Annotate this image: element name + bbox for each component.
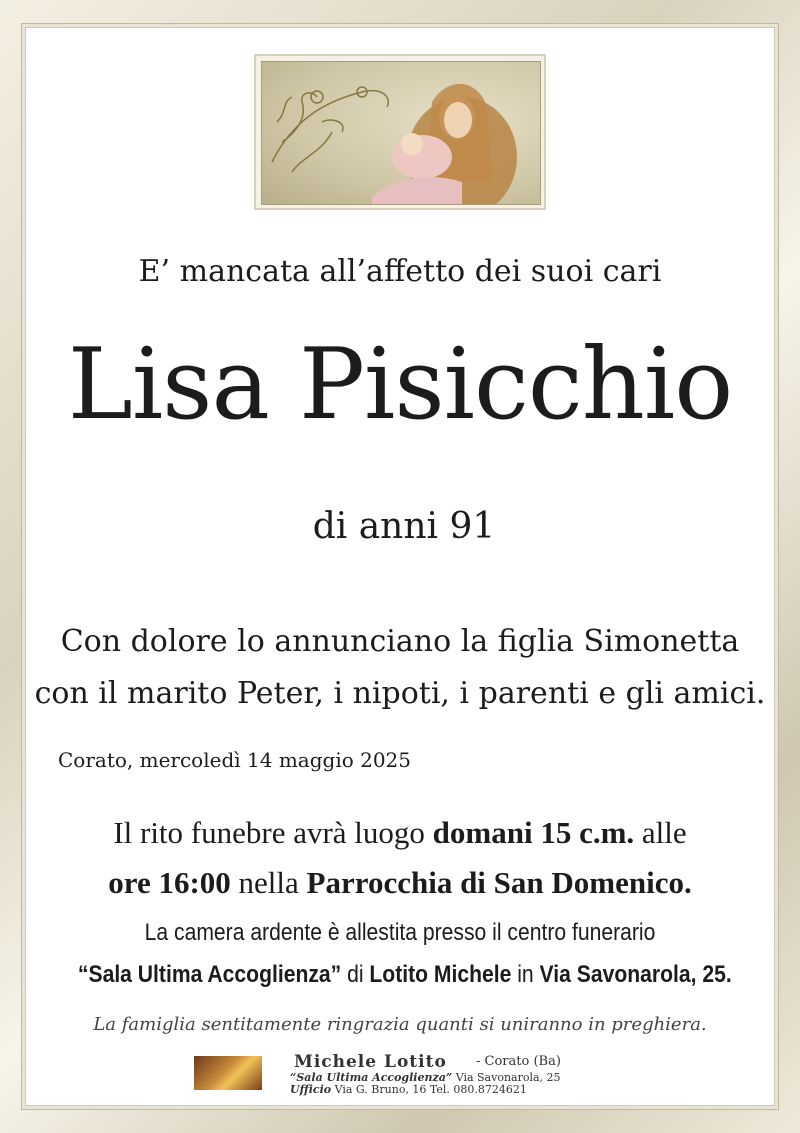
camera-text-di: di (341, 961, 370, 988)
rite-line-2 (34, 858, 766, 908)
rite-church: Parrocchia di San Domenico. (306, 865, 692, 900)
announcement-line-2: con il marito Peter, i nipoti, i parenti e gli amici. (34, 676, 766, 711)
address: Via Savonarola, 25. (539, 961, 732, 988)
rite-text-2: alle (634, 815, 687, 850)
deceased-name: Lisa Pisicchio (67, 328, 733, 442)
obituary-page (34, 36, 766, 1097)
camera-text-in: in (511, 961, 540, 988)
funeral-home-footer (194, 1054, 624, 1094)
age-text: di anni 91 (312, 506, 496, 547)
announcement-line-1: Con dolore lo annunciano la figlia Simonetta (60, 624, 740, 659)
footer-sala-name: “Sala Ultima Accoglienza” (290, 1071, 453, 1084)
religious-image-frame (254, 54, 546, 210)
rite-time: ore 16:00 (108, 865, 231, 900)
rite-line-1 (34, 808, 766, 858)
sala-name: “Sala Ultima Accoglienza” (77, 961, 342, 988)
announcement (34, 616, 766, 720)
camera-line-2 (77, 954, 732, 996)
footer-office-line (290, 1083, 527, 1096)
footer-sala-address: Via Savonarola, 25 (455, 1071, 561, 1084)
footer-office-address: Via G. Bruno, 16 Tel. 080.8724621 (334, 1083, 527, 1096)
footer-city: - Corato (Ba) (476, 1054, 561, 1069)
madonna-and-child-image (261, 61, 541, 205)
madonna-illustration (262, 62, 540, 204)
funeral-rite-info (34, 808, 766, 908)
rite-date: domani 15 c.m. (432, 815, 635, 850)
rite-text-3: nella (230, 865, 307, 900)
camera-line-1: La camera ardente è allestita presso il centro funerario (144, 919, 656, 946)
date-line: Corato, mercoledì 14 maggio 2025 (58, 748, 412, 772)
funeral-home-info (77, 912, 732, 996)
footer-office-label: Ufficio (290, 1083, 332, 1096)
owner-name: Lotito Michele (369, 961, 512, 988)
rite-text-1: Il rito funebre avrà luogo (113, 815, 433, 850)
intro-text: E’ mancata all’affetto dei suoi cari (138, 254, 662, 289)
footer-logo-image (194, 1056, 262, 1090)
footer-company-name: Michele Lotito (294, 1052, 447, 1072)
thanks-text: La famiglia sentitamente ringrazia quanti si uniranno in preghiera. (93, 1014, 707, 1035)
